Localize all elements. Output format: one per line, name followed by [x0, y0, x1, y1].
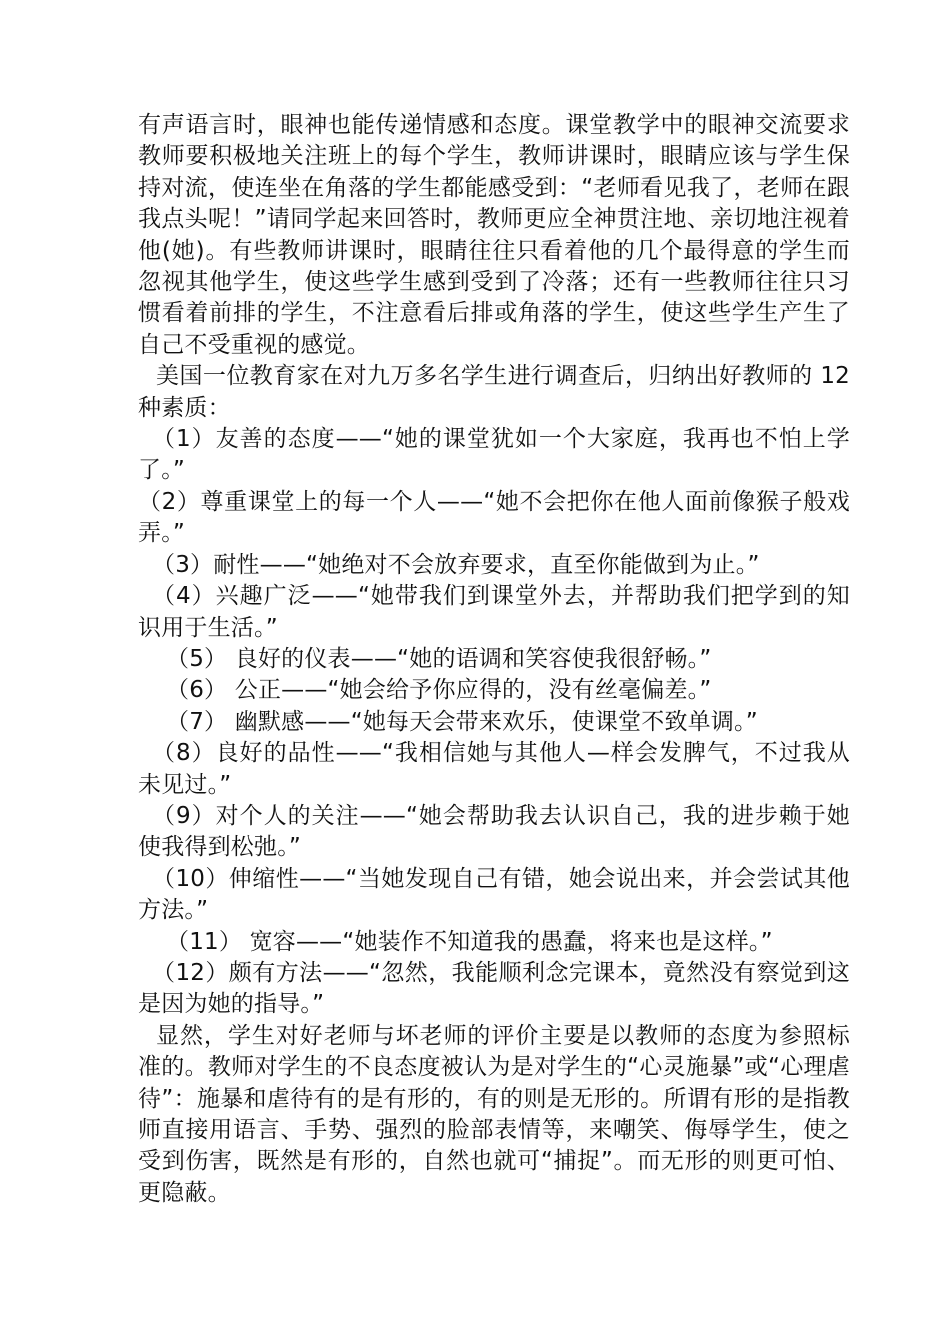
paragraph-eye-contact: 有声语言时，眼神也能传递情感和态度。课堂教学中的眼神交流要求教师要积极地关注班上的每个学生，教师讲课时，眼睛应该与学生保持对流，使连坐在角落的学生都能感受到：“老师看见我了，老师在跟我点头呢！”请同学起来回答时，教师更应全神贯注地、亲切地注视着他(她)。有些教师讲课时，眼睛往往只看着他的几个最得意的学生而忽视其他学生，使这些学生感到受到了冷落；还有一些教师往往只习惯看着前排的学生，不注意看后排或角落的学生，使这些学生产生了自己不受重视的感觉。	[138, 112, 850, 358]
list-item-8: （8）良好的品性——“我相信她与其他人—样会发脾气，不过我从未见过。”	[138, 740, 850, 798]
list-item-4: （4）兴趣广泛——“她带我们到课堂外去，并帮助我们把学到的知识用于生活。”	[138, 583, 850, 641]
document-page	[138, 110, 850, 1209]
list-item-3: （3）耐性——“她绝对不会放弃要求，直至你能做到为止。”	[152, 551, 760, 578]
paragraph-conclusion: 显然，学生对好老师与坏老师的评价主要是以教师的态度为参照标准的。教师对学生的不良态度被认为是对学生的“心灵施暴”或“心理虐待”：施暴和虐待有的是有形的，有的则是无形的。所谓有形的是指教师直接用语言、手势、强烈的脸部表情等，来嘲笑、侮辱学生，使之受到伤害，既然是有形的，自然也就可“捕捉”。而无形的则更可怕、更隐蔽。	[138, 1022, 850, 1206]
list-item-7: （7） 幽默感——“她每天会带来欢乐，使课堂不致单调。”	[166, 708, 758, 735]
list-item-5: （5） 良好的仪表——“她的语调和笑容使我很舒畅。”	[166, 645, 712, 672]
paragraph-survey-intro: 美国一位教育家在对九万多名学生进行调查后，归纳出好教师的 12 种素质：	[138, 363, 850, 421]
list-item-10: （10）伸缩性——“当她发现自己有错，她会说出来，并会尝试其他方法。”	[138, 865, 850, 924]
list-item-2: （2）尊重课堂上的每一个人——“她不会把你在他人面前像猴子般戏弄。”	[138, 488, 850, 547]
list-item-12: （12）颇有方法——“忽然，我能顺利念完课本，竟然没有察觉到这是因为她的指导。”	[138, 959, 850, 1018]
list-item-6: （6） 公正——“她会给予你应得的，没有丝毫偏差。”	[166, 677, 712, 704]
list-item-11: （11） 宽容——“她装作不知道我的愚蠢，将来也是这样。”	[166, 928, 773, 955]
list-item-1: （1）友善的态度——“她的课堂犹如一个大家庭，我再也不怕上学了。”	[138, 426, 850, 484]
list-item-9: （9）对个人的关注——“她会帮助我去认识自己，我的进步赖于她使我得到松弛。”	[138, 802, 850, 861]
